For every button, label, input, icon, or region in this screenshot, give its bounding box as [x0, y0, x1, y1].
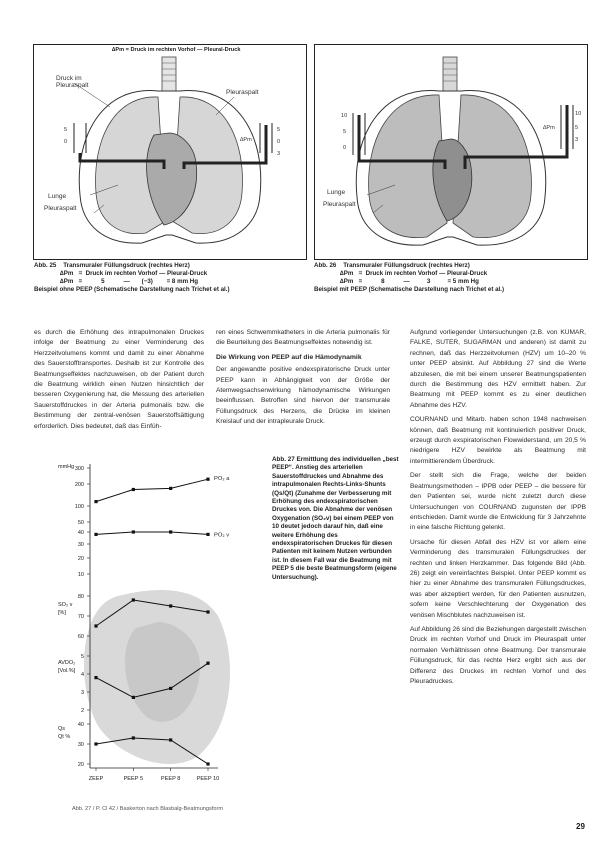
- fig25-header-line1: ∆Pm = Druck im rechten Vorhof — Pleural-Druck: [112, 47, 241, 53]
- fig26-caption-line4: Beispiel mit PEEP (Schematische Darstellung nach Trichet et al.): [314, 286, 505, 293]
- fig27-chart: [58, 456, 264, 802]
- fig25-label-pleura-right: Pleuraspalt: [226, 89, 259, 96]
- fig27-series-line-0: [96, 479, 208, 501]
- fig27-tick-label-avdo2: 4: [80, 672, 84, 678]
- fig27-ylabel-so2-unit: [%]: [58, 610, 66, 616]
- fig25-scale-right-3: 3: [277, 151, 281, 157]
- fig26-caption-line2: ∆Pm = Druck im rechten Vorhof — Pleural-Druck: [340, 270, 488, 277]
- fig27-point-4-2: [169, 738, 172, 741]
- fig27-point-2-2: [169, 604, 172, 607]
- fig27-point-2-0: [94, 624, 97, 627]
- fig26-delta-label: ∆Pm: [543, 125, 555, 131]
- text-column-3: [410, 328, 586, 691]
- fig27-tick-label-so2: 60: [77, 634, 84, 640]
- fig27-tick-label-avdo2: 3: [80, 690, 84, 696]
- fig26-scale-right-3: 3: [575, 137, 579, 143]
- fig27-tick-label-mmhg: 200: [74, 482, 84, 488]
- fig27-xtick-label: PEEP 5: [123, 776, 144, 782]
- fig27-point-2-1: [132, 598, 135, 601]
- page-number: 29: [576, 822, 585, 831]
- fig27-point-1-2: [169, 530, 172, 533]
- fig27-point-1-0: [94, 533, 97, 536]
- fig27-point-3-3: [206, 662, 209, 665]
- fig27-tick-label-mmhg: 50: [77, 520, 84, 526]
- fig27-ylabel-mmhg: mmHg: [58, 464, 75, 470]
- fig27-point-1-1: [132, 530, 135, 533]
- fig27-tick-label-mmhg: 30: [77, 542, 84, 548]
- fig27-tick-label-avdo2: 2: [80, 708, 84, 714]
- fig27-tick-label-qsqt: 20: [77, 762, 84, 768]
- fig25-scale-right-5: 5: [277, 127, 281, 133]
- fig26-scale-left-5: 5: [343, 129, 347, 135]
- text-column-2: [216, 328, 390, 432]
- fig27-point-3-2: [169, 687, 172, 690]
- fig25-label-lunge: Lunge: [48, 193, 67, 200]
- fig27-tick-label-mmhg: 10: [77, 572, 84, 578]
- fig27-series-label-po2v: PO₂ v: [214, 532, 230, 539]
- fig27-series-line-1: [96, 532, 208, 534]
- fig26-label-lunge: Lunge: [327, 189, 346, 196]
- fig25-scale-left-0: 0: [64, 139, 68, 145]
- fig26-scale-left-10: 10: [341, 113, 348, 119]
- fig27-tick-label-so2: 70: [77, 614, 84, 620]
- fig27-ylabel-qs: Qs: [58, 726, 66, 732]
- fig27-point-0-2: [169, 487, 172, 490]
- fig27-point-4-1: [132, 736, 135, 739]
- fig25-label-pleuraspalt: Pleuraspalt: [44, 205, 77, 212]
- fig26-label-pleuraspalt: Pleuraspalt: [323, 201, 356, 208]
- fig27-tick-label-so2: 80: [77, 594, 84, 600]
- col3-paragraph-1: Aufgrund vorliegender Untersuchungen (z.B. von KUMAR, FALKE, SUTER, SUGARMAN und anderen) ist damit zu rechnen, daß das Herzzeitvolumen (HZV) um 10–20 % unter PEEP absinkt. Auf Abbildung 27 sind die Werte abzulesen, die mit bei einem unserer Beatmungspatienten durch die Bestimmung des HZV ermittelt haben. Zur Beatmung mit PEEP kommt es zu einer deutlichen Abnahme des HZV.: [410, 329, 586, 409]
- col2-paragraph: ren eines Schwemmkatheters in die Arteria pulmonalis für die Beurteilung des Beatmungseffektes notwendig ist.: [216, 329, 390, 347]
- fig27-point-2-3: [206, 610, 209, 613]
- fig27-caption: Abb. 27 Ermittlung des individuellen „best PEEP“. Anstieg des arteriellen Sauerstoffdruckes und Abnahme des intrapulmonalen Rechts-Links-Shunts (Qs/Qt) (Zunahme der Verbesserung mit Erhöhung des endexspiratorischen Druckes von. Die Abnahme der venösen Oxygenation (SO₂v) bei einem PEEP von 10 deutet jedoch darauf hin, daß eine weitere Erhöhung des endexspiratorischen Druckes für diesen Patienten mit keinem Nutzen verbunden ist. In diesem Fall war die Beatmung mit PEEP 5 die beste Beatmungsform (eigene Untersuchung).: [272, 456, 399, 581]
- fig27-point-3-1: [132, 696, 135, 699]
- fig27-tick-label-avdo2: 5: [80, 654, 84, 660]
- fig27-point-1-3: [206, 533, 209, 536]
- fig27-tick-label-mmhg: 300: [74, 466, 84, 472]
- text-column-1: [34, 328, 204, 436]
- col3-paragraph-4: Ursache für diesen Abfall des HZV ist vor allem eine Verminderung des transmuralen Füllungsdruckes der rechten und linken Herzkammer. Das folgende Bild (Abb. 26) zeigt ein vereinfachtes Beispiel. Unter PEEP kommt es hier zu einer Abnahme des transmuralen Füllungsdruckes, was aber akzeptiert werden, für den Patienten ausnutzen, sofern keine Verschlechterung der Oxygenation des venösen Mischblutes nachzuweisen ist.: [410, 538, 586, 619]
- fig27-tick-label-mmhg: 40: [77, 530, 84, 536]
- fig26-caption-title: Abb. 26 Transmuraler Füllungsdruck (rechtes Herz): [314, 262, 470, 269]
- fig26-illustration: [315, 45, 587, 259]
- col3-paragraph-2: COURNAND und Mitarb. haben schon 1948 nachweisen können, daß Beatmung mit kontinuierlich positiver Druck, erzeugt durch exspiratorischen Flowwiderstand, um 20,5 % niedrigere HZV bewirkte als Beatmung mit intermittierendem Überdruck.: [410, 416, 586, 465]
- figure-25: [33, 44, 307, 260]
- fig25-label-pleura-top: Druck im Pleuraspalt: [56, 75, 89, 89]
- fig25-caption-title: Abb. 25 Transmuraler Füllungsdruck (rechtes Herz): [34, 262, 190, 269]
- fig27-point-4-0: [94, 742, 97, 745]
- col2-paragraph-2: Der angewandte positive endexspiratorische Druck unter PEEP kann in Abhängigkeit von der Größe der Atemwegsachsenwirkung hämodynamische Wirkungen beeinflussen. Betroffen sind hiervon der transmurale Füllungsdruck des Herzens, die Drücke im kleinen Kreislauf und der intrapleurale Druck.: [216, 366, 390, 426]
- fig27-footnote: Abb. 27 / P. Cl 42 / Baskerton nach Blasbalg-Beatmungsform: [72, 806, 224, 812]
- fig25-caption-line3: ∆Pm = 5 — (−3) = 8 mm Hg: [60, 278, 199, 285]
- fig27-point-0-0: [94, 500, 97, 503]
- fig25-caption-line2: ∆Pm = Druck im rechten Vorhof — Pleural-Druck: [60, 270, 208, 277]
- fig26-scale-right-5: 5: [575, 125, 579, 131]
- fig26-scale-left-0: 0: [343, 145, 347, 151]
- fig25-scale-left-5: 5: [64, 127, 68, 133]
- col1-paragraph: es durch die Erhöhung des intrapulmonalen Druckes infolge der Beatmung zu einer Verminderung des Herzzeitvolumens kommt und damit zu einer Abnahme des Sauerstofftransportes. Deshalb ist zur Kontrolle des Beatmungseffektes nachzuweisen, ob der Patient durch die Beatmung wirklich einen Nutzen hinsichtlich der besseren Oxygenierung hat, die Messung des arteriellen Sauerstoffdruckes in der Arteria pulmonalis bzw. die Bestimmung der zentral-venösen Sauerstoffsättigung erforderlich. Dies bedeutet, daß das Einfüh-: [34, 329, 204, 430]
- fig25-delta-label: ∆Pm: [240, 137, 252, 143]
- fig27-point-0-3: [206, 478, 209, 481]
- fig27-series-label-po2a: PO₂ a: [214, 476, 230, 483]
- fig27-tick-label-qsqt: 30: [77, 742, 84, 748]
- fig27-point-3-0: [94, 676, 97, 679]
- figure-26: [314, 44, 588, 260]
- fig27-ylabel-so2: SO₂ v: [58, 602, 73, 608]
- fig27-xtick-label: ZEEP: [88, 776, 104, 782]
- fig25-scale-right-0: 0: [277, 139, 281, 145]
- fig27-tick-label-mmhg: 100: [74, 504, 84, 510]
- fig27-tick-label-qsqt: 40: [77, 722, 84, 728]
- col3-paragraph-5: Auf Abbildung 26 sind die Beziehungen dargestellt zwischen Druck im rechten Vorhof und Druck im Pleuraspalt unter normalen Verhältnissen ohne Beatmung. Der transmurale Füllungsdruck, für das rechte Herz ergibt sich aus der Differenz des Druckes im rechten Vorhof und des Pleuradruckes.: [410, 625, 586, 685]
- fig27-point-0-1: [132, 488, 135, 491]
- fig27-ylabel-avdo2-unit: [Vol.%]: [58, 668, 76, 674]
- fig26-caption-line3: ∆Pm = 8 — 3 = 5 mm Hg: [340, 278, 479, 285]
- figure-27: [58, 456, 264, 802]
- fig27-point-4-3: [206, 762, 209, 765]
- fig27-ylabel-qs-unit: Qt %: [58, 734, 71, 740]
- fig27-ylabel-avdo2: AVDO₂: [58, 660, 76, 666]
- fig27-xtick-label: PEEP 10: [196, 776, 220, 782]
- col3-paragraph-3: Der stellt sich die Frage, welche der beiden Beatmungsmethoden – IPPB oder PEEP – die bessere für den Patienten sei, wurde nicht zuletzt durch diese Untersuchungen von COURNAND zugunsten der IPPB entschieden. Damit wurde die Entwicklung für 3 Jahrzehnte in eine falsche Richtung gelenkt.: [410, 472, 586, 532]
- fig27-tick-label-mmhg: 20: [77, 556, 84, 562]
- fig27-xtick-label: PEEP 8: [160, 776, 181, 782]
- col2-heading: Die Wirkung von PEEP auf die Hämodynamik: [216, 353, 362, 361]
- fig26-scale-right-10: 10: [575, 111, 582, 117]
- fig25-caption-line4: Beispiel ohne PEEP (Schematische Darstellung nach Trichet et al.): [34, 286, 230, 293]
